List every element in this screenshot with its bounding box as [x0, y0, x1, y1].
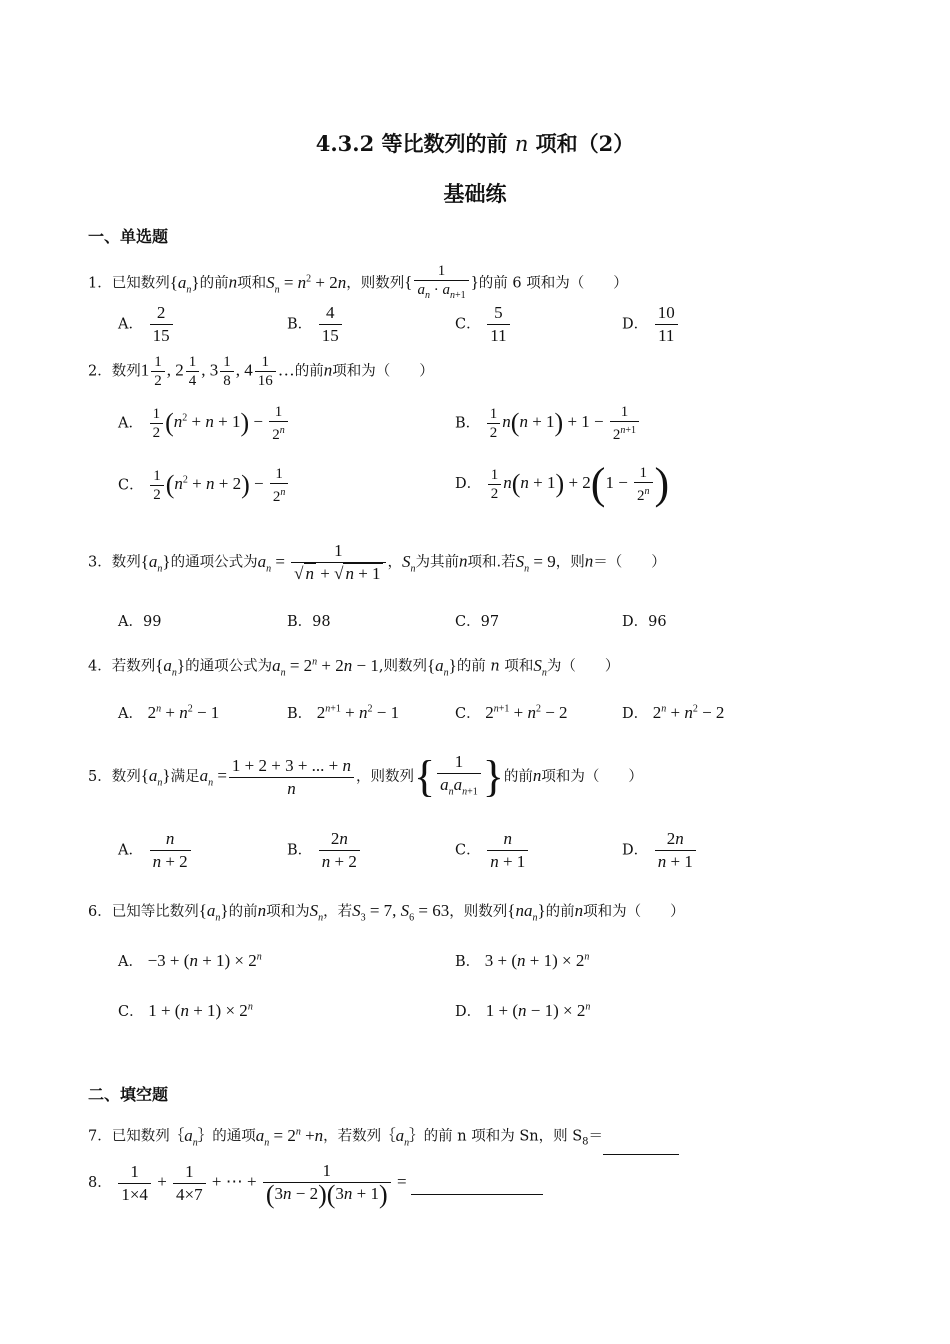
q6-option-b[interactable]: B． $3 + (n + 1) \times 2^n$ — [455, 951, 590, 970]
question-8: 8． $\frac{1}{1\times 4}$ + $\frac{1}{4\times 7}$ + ⋯ + $\frac{1}{(3n - 2)(3n + 1)}$ = — [88, 1160, 543, 1206]
q4-option-c[interactable]: C． $2^{n+1} + n^2 - 2$ — [455, 703, 568, 722]
q5-option-b[interactable]: B． $\frac{2n}{n + 2}$ — [287, 828, 362, 873]
section-heading-single-choice: 一、单选题 — [88, 227, 169, 246]
section-heading-fill-blank: 二、填空题 — [88, 1085, 169, 1104]
question-7: 7．已知数列$\{a_n\}$的通项$a_n = 2^n +n$，若数列$\{a_n\}$的前 n 项和为 Sn，则 $S_8=$ — [88, 1120, 679, 1155]
q3-option-c[interactable]: C．97 — [455, 614, 500, 630]
q5-option-c[interactable]: C． $\frac{n}{n + 1}$ — [455, 828, 530, 873]
answer-blank-q7[interactable] — [603, 1130, 679, 1155]
q6-option-a[interactable]: A． $-3 + (n + 1) \times 2^n$ — [118, 951, 262, 970]
question-number: 1． — [88, 275, 112, 292]
q1-option-d[interactable]: D． $\frac{10}{11}$ — [622, 302, 680, 347]
question-2: 2．数列1 $\frac{1}{2}$ , 2 $\frac{1}{4}$ , 3 $\frac{1}{8}$ , 4 $\frac{1}{16}$ …的前n项和为（ ） — [88, 354, 434, 389]
answer-blank-q8[interactable] — [411, 1170, 543, 1195]
q2-option-d[interactable]: D． $\frac{1}{2}$ n(n + 1) + 2(1 − $\frac{1}{2^n}$ ) — [455, 459, 670, 508]
question-6: 6．已知等比数列$\{a_n\}$的前n项和为$S_n$，若$S_3 = 7$, $S_6 = 63$，则数列$\{na_n\}$的前n项和为（ ） — [88, 901, 685, 924]
q5-option-a[interactable]: A． $\frac{n}{n + 2}$ — [118, 828, 193, 873]
question-4: 4．若数列$\{a_n\}$的通项公式为$a_n = 2^n + 2n - 1$,则数列$\{a_n\}$的前 n 项和$S_n$为（ ） — [88, 655, 620, 679]
q6-option-c[interactable]: C． $1 + (n + 1) \times 2^n$ — [118, 1001, 253, 1020]
q3-option-a[interactable]: A．99 — [118, 614, 162, 630]
q1-option-b[interactable]: B． $\frac{4}{15}$ — [287, 302, 344, 347]
question-3: 3．数列$\{a_n\}$的通项公式为$a_n$ = $\frac{1}{√ n + √ n + 1}$ ，$S_n$为其前n项和.若$S_n = 9$，则n＝（ ） — [88, 541, 666, 583]
q3-option-b[interactable]: B．98 — [287, 614, 331, 630]
q2-option-b[interactable]: B． $\frac{1}{2}$ n(n + 1) + 1 − $\frac{1}{2^{n+1}}$ — [455, 403, 641, 444]
page-subtitle: 基础练 — [443, 181, 507, 206]
page-title: 4.3.2 等比数列的前 n 项和（2） — [315, 131, 635, 156]
q4-option-d[interactable]: D． $2^n + n^2 - 2$ — [622, 703, 725, 722]
q3-option-d[interactable]: D．96 — [622, 614, 667, 630]
question-1: 1．已知数列$\{a_n\}$的前n项和$S_n = n^2 + 2n$，则数列{ $\frac{1}{a_n \cdot a_{n+1}}$ }的前 6 项和为（ ） — [88, 263, 628, 301]
q2-option-c[interactable]: C． $\frac{1}{2}$ $(n^2 + n + 2)$ − $\frac{1}{2^n}$ — [118, 465, 290, 506]
q5-option-d[interactable]: D． $\frac{2n}{n + 1}$ — [622, 828, 698, 873]
q1-option-c[interactable]: C． $\frac{5}{11}$ — [455, 302, 512, 347]
q4-option-b[interactable]: B． $2^{n+1} + n^2 - 1$ — [287, 703, 400, 722]
q6-option-d[interactable]: D． $1 + (n - 1) \times 2^n$ — [455, 1001, 591, 1020]
q2-option-a[interactable]: A． $\frac{1}{2}$ $(n^2 + n + 1)$ − $\frac{1}{2^n}$ — [118, 403, 290, 444]
q4-option-a[interactable]: A． $2^n + n^2 - 1$ — [118, 703, 220, 722]
q1-option-a[interactable]: A． $\frac{2}{15}$ — [118, 302, 175, 347]
question-5: 5．数列$\{a_n\}$满足$a_n$ = $\frac{1 + 2 + 3 + ... + n}{n}$ ，则数列{ $\frac{1}{a_na_{n+1}}$ }的前n项和为（ ） — [88, 752, 643, 802]
